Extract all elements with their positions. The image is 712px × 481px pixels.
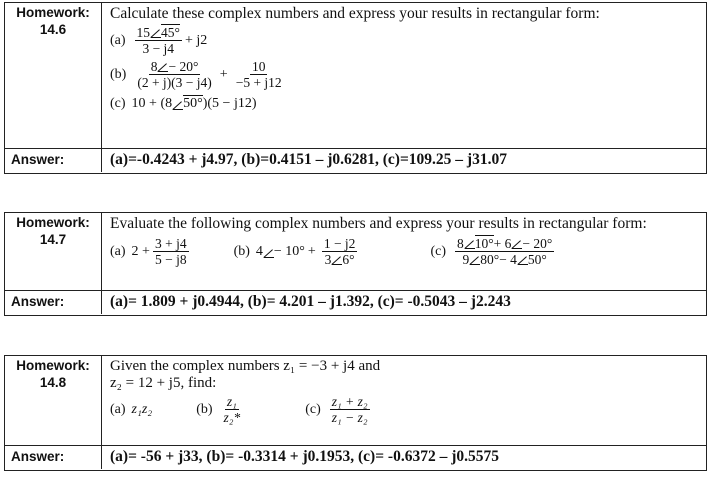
answer-label: Answer: — [5, 149, 102, 172]
part-c-head: 10 + (8 — [131, 96, 173, 111]
angle-symbol — [517, 252, 547, 267]
part-a-denominator: 5 − j8 — [154, 252, 187, 267]
homework-number: 14.7 — [39, 232, 67, 247]
part-c-num-2-angle: − 20° — [522, 236, 553, 251]
homework-14-7-block — [4, 212, 707, 316]
homework-label-text: Homework: — [16, 215, 90, 230]
part-c-marker: (c) — [305, 402, 321, 417]
part-c-fraction — [455, 236, 554, 267]
question-content — [102, 356, 706, 445]
answer-text: (a)= 1.809 + j0.4944, (b)= 4.201 – j1.392, (c)= -0.5043 – j2.243 — [110, 293, 511, 310]
part-a-marker: (a) — [110, 33, 126, 48]
answer-row — [5, 291, 706, 314]
answer-row — [5, 149, 706, 172]
question-content — [102, 3, 706, 148]
part-a — [110, 25, 698, 56]
part-c-num-1: 8 — [456, 236, 464, 251]
part-c — [110, 95, 698, 112]
part-c-den-1-angle: 80° — [480, 252, 500, 267]
angle-symbol — [150, 25, 180, 40]
part-a-fraction — [135, 25, 182, 56]
part-c-numerator: z₁ + z₂ — [331, 394, 368, 409]
part-c-den-mid: − 4 — [499, 252, 517, 267]
part-b-plus: + — [307, 244, 316, 259]
part-b-denominator-angle: 6° — [342, 252, 355, 267]
question-prompt: Calculate these complex numbers and express your results in rectangular form: — [110, 5, 600, 22]
part-a-marker: (a) — [110, 402, 126, 417]
part-c-angle: 50° — [183, 96, 203, 111]
part-a-expression: z₁z₂ — [131, 402, 153, 417]
homework-14-6-block — [4, 2, 707, 174]
part-b-marker: (b) — [233, 244, 250, 259]
question-prompt-line-1: Given the complex numbers z₁ = −3 + j4 and — [110, 358, 381, 374]
part-a-denominator: 3 − j4 — [142, 41, 175, 56]
part-b-denominator: z₂* — [223, 410, 241, 425]
part-c-marker: (c) — [110, 96, 126, 111]
question-row — [5, 213, 706, 291]
angle-symbol — [469, 252, 499, 267]
part-b-numerator-1: 8 — [150, 59, 158, 74]
part-a-numerator: 15 — [136, 25, 151, 40]
part-b-denominator-2: −5 + j12 — [235, 75, 282, 90]
homework-number: 14.8 — [39, 375, 67, 390]
part-a-marker: (a) — [110, 244, 126, 259]
question-row — [5, 3, 706, 149]
part-a-head: 2 + — [131, 244, 150, 259]
part-b-fraction — [222, 394, 243, 425]
angle-symbol — [464, 236, 494, 251]
part-a-fraction — [153, 236, 189, 267]
angle-symbol — [157, 59, 198, 74]
part-b-numerator: z₁ — [226, 394, 237, 409]
part-b-denominator-1: (2 + j)(3 − j4) — [137, 75, 212, 90]
homework-label — [5, 356, 102, 445]
part-c-fraction — [330, 394, 370, 425]
part-b-angle: − 10° — [273, 244, 305, 259]
answer-label: Answer: — [5, 291, 102, 314]
part-b-marker: (b) — [110, 67, 127, 82]
part-c-den-2-angle: 50° — [527, 252, 547, 267]
part-c-num-mid: + 6 — [493, 236, 512, 251]
part-a-numerator: 3 + j4 — [154, 236, 187, 251]
question-prompt: Evaluate the following complex numbers and express your results in rectangular form: — [110, 215, 647, 232]
part-c-den-1: 9 — [462, 252, 470, 267]
part-c-num-1-angle: 10° — [474, 236, 494, 251]
part-b — [110, 59, 698, 90]
homework-14-8-block — [4, 355, 707, 471]
homework-label — [5, 3, 102, 148]
parts-row — [110, 394, 698, 425]
part-c-tail: )(5 − j12) — [202, 96, 257, 111]
part-b-denominator: 3 — [324, 252, 332, 267]
question-prompt-line-2: z₂ = 12 + j5, find: — [110, 375, 217, 391]
parts-row — [110, 236, 698, 267]
part-c-marker: (c) — [430, 244, 446, 259]
angle-symbol — [263, 243, 305, 260]
part-b-marker: (b) — [196, 402, 213, 417]
part-c-denominator: z₁ − z₂ — [331, 410, 368, 425]
question-row — [5, 356, 706, 446]
answer-text: (a)=-0.4243 + j4.97, (b)=0.4151 – j0.6281, (c)=109.25 – j31.07 — [110, 151, 507, 168]
homework-label-text: Homework: — [16, 5, 90, 20]
answer-row — [5, 446, 706, 469]
part-a-angle: 45° — [161, 25, 180, 40]
part-b-fraction-2 — [234, 59, 284, 90]
angle-symbol — [511, 236, 552, 251]
question-content — [102, 213, 706, 290]
part-b-numerator: 1 − j2 — [323, 236, 356, 251]
homework-label — [5, 213, 102, 290]
part-a-tail: + j2 — [184, 33, 208, 48]
homework-number: 14.6 — [39, 22, 67, 37]
angle-symbol — [331, 252, 354, 267]
answer-text: (a)= -56 + j33, (b)= -0.3314 + j0.1953, (c)= -0.6372 – j0.5575 — [110, 448, 499, 465]
part-b-numerator-2: 10 — [251, 59, 266, 74]
part-b-fraction — [322, 236, 358, 267]
part-b-fraction-1 — [135, 59, 213, 90]
part-b-angle: − 20° — [168, 59, 199, 74]
part-b-head: 4 — [255, 244, 263, 259]
answer-label: Answer: — [5, 446, 102, 469]
part-b-plus: + — [219, 67, 228, 82]
homework-label-text: Homework: — [16, 358, 90, 373]
angle-symbol — [172, 95, 203, 112]
